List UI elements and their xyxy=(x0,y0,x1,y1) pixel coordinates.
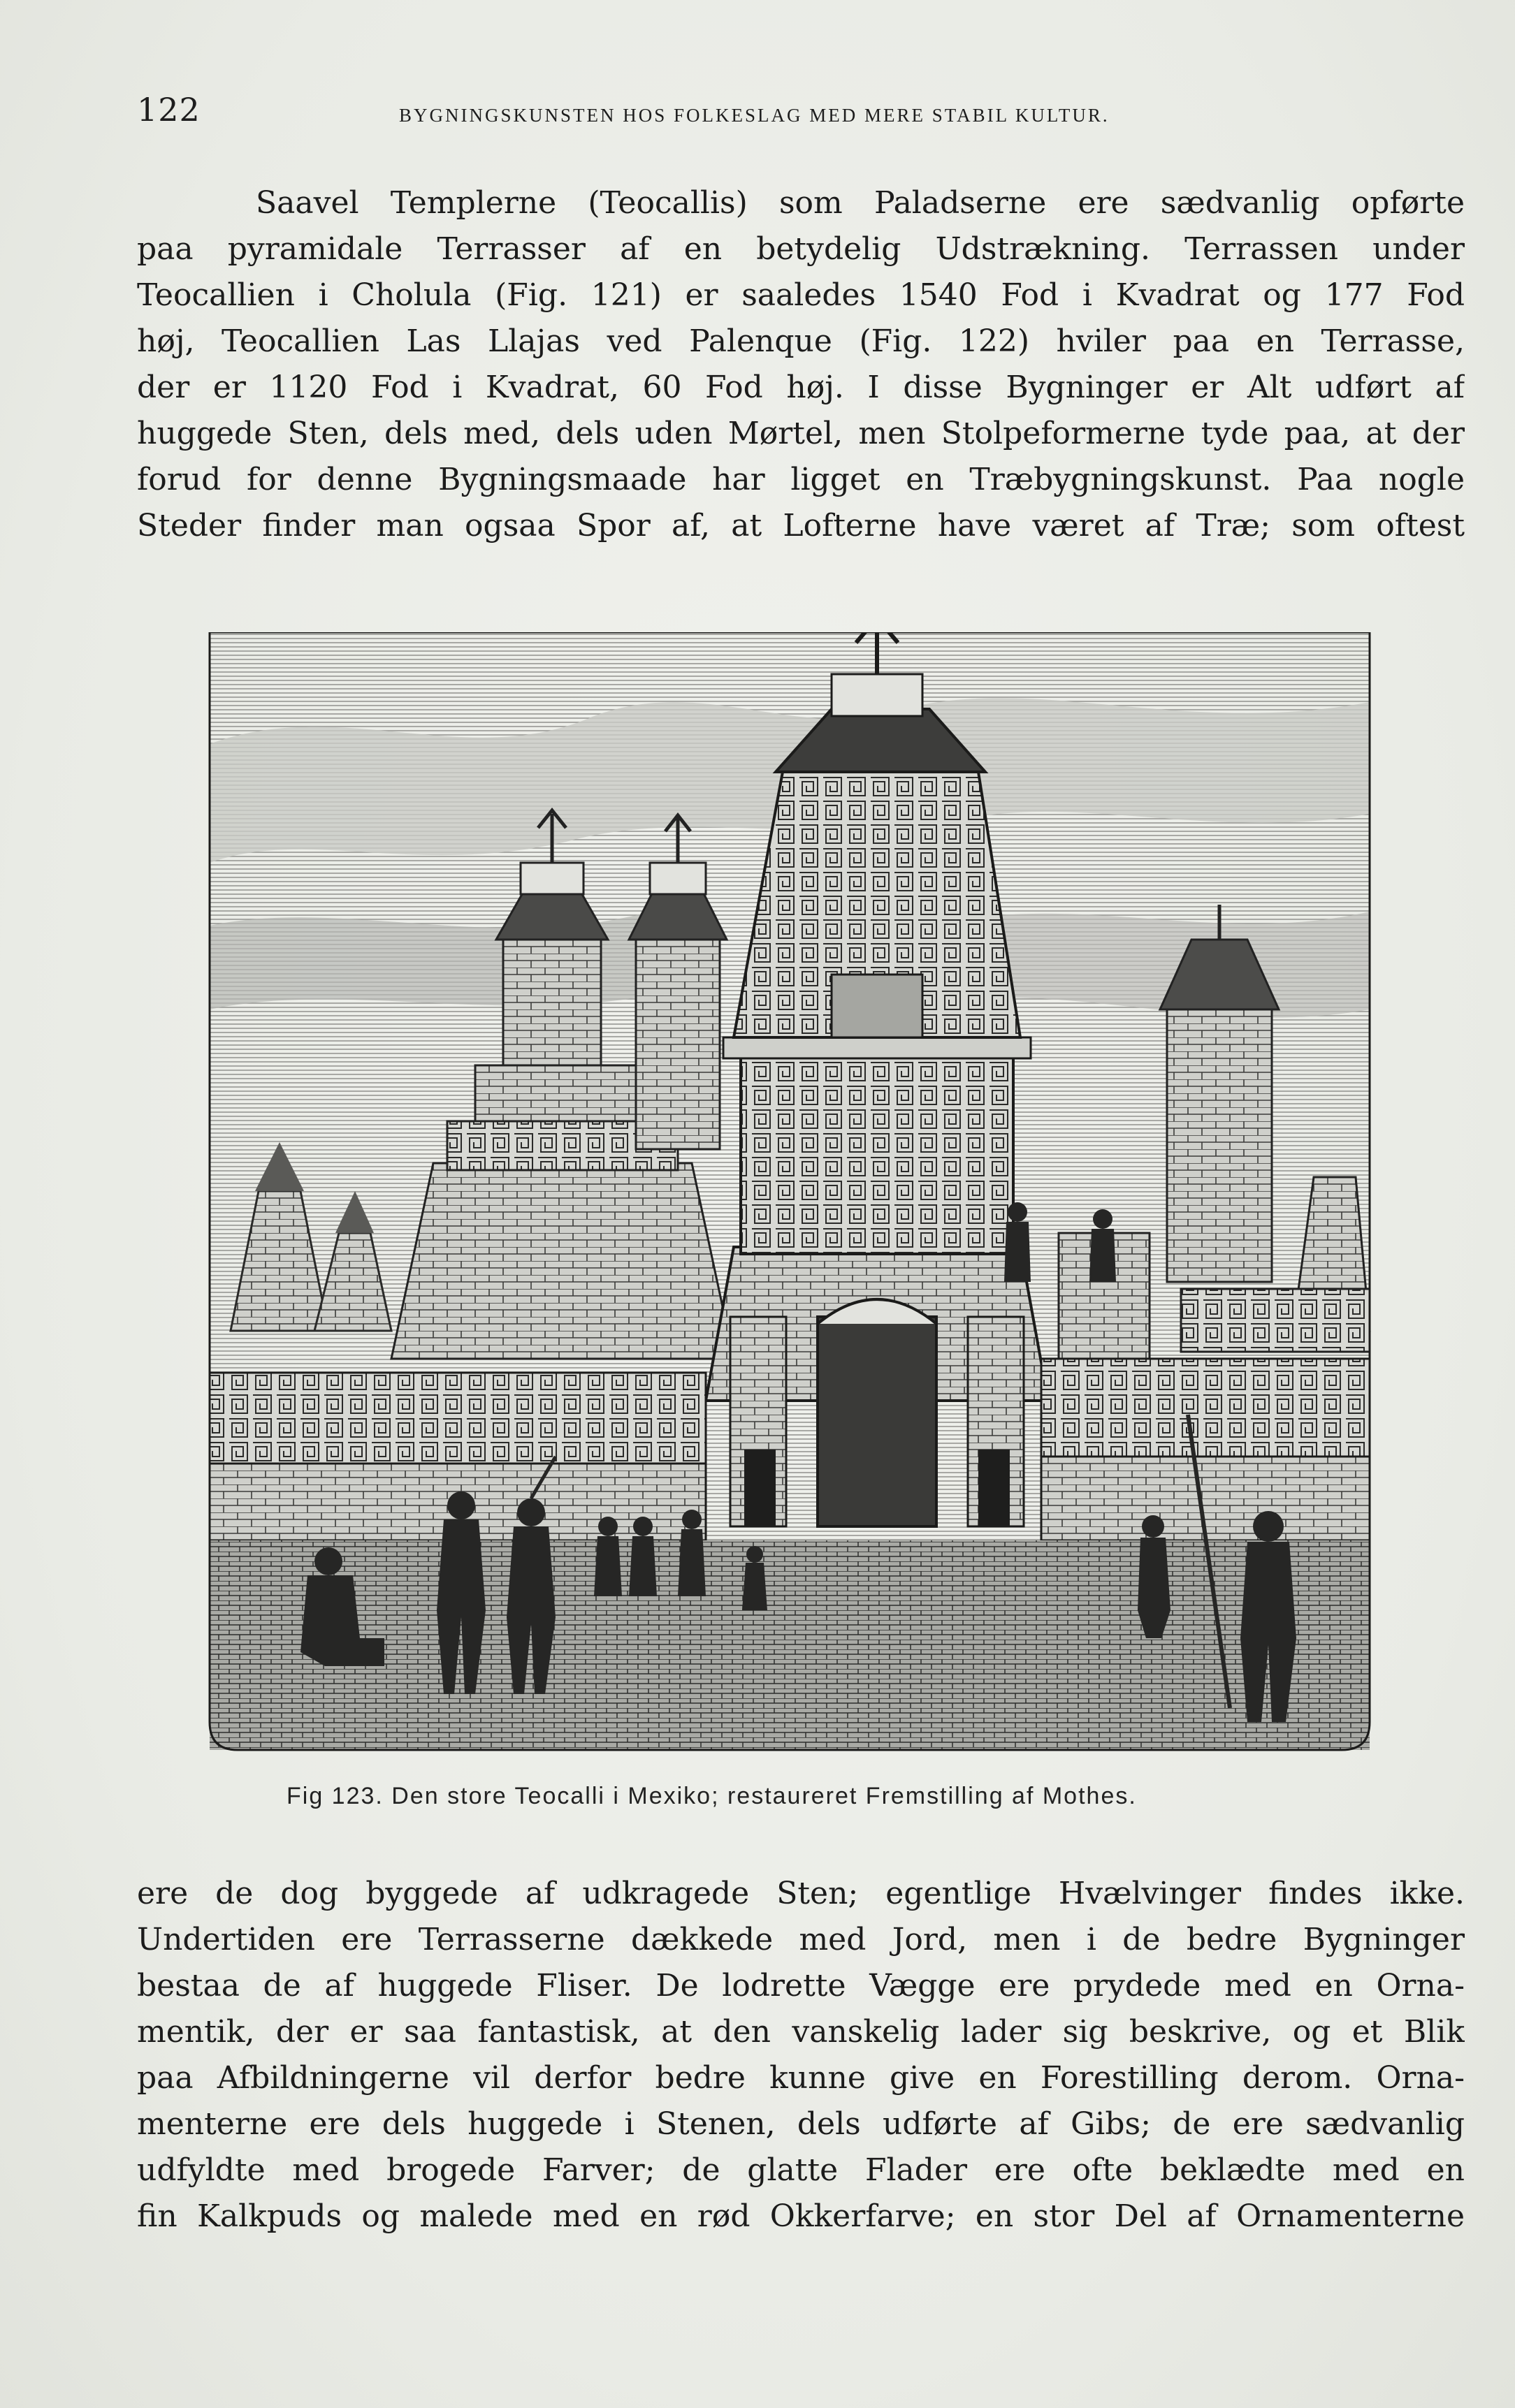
page-number: 122 xyxy=(137,91,201,129)
running-head: BYGNINGSKUNSTEN HOS FOLKESLAG MED MERE STABIL KULTUR. xyxy=(399,105,1110,126)
page-header xyxy=(137,91,1437,133)
text-line: Undertiden ere Terrasserne dækkede med Jord, men i de bedre Bygninger xyxy=(137,1922,1465,1957)
left-terrace-wall xyxy=(210,1373,706,1464)
text-line: Steder finder man ogsaa Spor af, at Lofterne have været af Træ; som oftest xyxy=(137,508,1465,543)
text-line: huggede Sten, dels med, dels uden Mørtel, men Stolpeformerne tyde paa, at der xyxy=(137,416,1465,451)
text-line: høj, Teocallien Las Llajas ved Palenque (Fig. 122) hviler paa en Terrasse, xyxy=(137,323,1465,359)
text-line: forud for denne Bygningsmaade har ligget en Træbygningskunst. Paa nogle xyxy=(137,462,1465,497)
text-line: paa Afbildningerne vil derfor bedre kunne give en Forestilling derom. Orna- xyxy=(137,2060,1465,2096)
text-line: fin Kalkpuds og malede med en rød Okkerfarve; en stor Del af Ornamenterne xyxy=(137,2198,1465,2234)
figure-caption: Fig 123. Den store Teocalli i Mexiko; restaureret Fremstilling af Mothes. xyxy=(287,1783,1137,1809)
text-line: ere de dog byggede af udkragede Sten; egentlige Hvælvinger findes ikke. xyxy=(137,1876,1465,1911)
figure-engraving xyxy=(203,632,1377,1757)
right-terrace-wall xyxy=(1041,1359,1370,1457)
text-line: Saavel Templerne (Teocallis) som Paladserne ere sædvanlig opførte xyxy=(256,185,1465,221)
text-line: Teocallien i Cholula (Fig. 121) er saaledes 1540 Fod i Kvadrat og 177 Fod xyxy=(137,277,1465,313)
teocalli-illustration xyxy=(203,632,1377,1757)
paragraph-top xyxy=(137,180,1465,549)
paragraph-bottom xyxy=(137,1871,1465,2240)
text-line: menterne ere dels huggede i Stenen, dels udførte af Gibs; de ere sædvanlig xyxy=(137,2106,1465,2142)
text-line: mentik, der er saa fantastisk, at den vanskelig lader sig beskrive, og et Blik xyxy=(137,2014,1465,2050)
text-line: der er 1120 Fod i Kvadrat, 60 Fod høj. I disse Bygninger er Alt udført af xyxy=(137,370,1465,405)
text-line: paa pyramidale Terrasser af en betydelig Udstrækning. Terrassen under xyxy=(137,231,1465,267)
text-line: udfyldte med brogede Farver; de glatte Flader ere ofte beklædte med en xyxy=(137,2152,1465,2188)
text-line: bestaa de af huggede Fliser. De lodrette Vægge ere prydede med en Orna- xyxy=(137,1968,1465,2004)
